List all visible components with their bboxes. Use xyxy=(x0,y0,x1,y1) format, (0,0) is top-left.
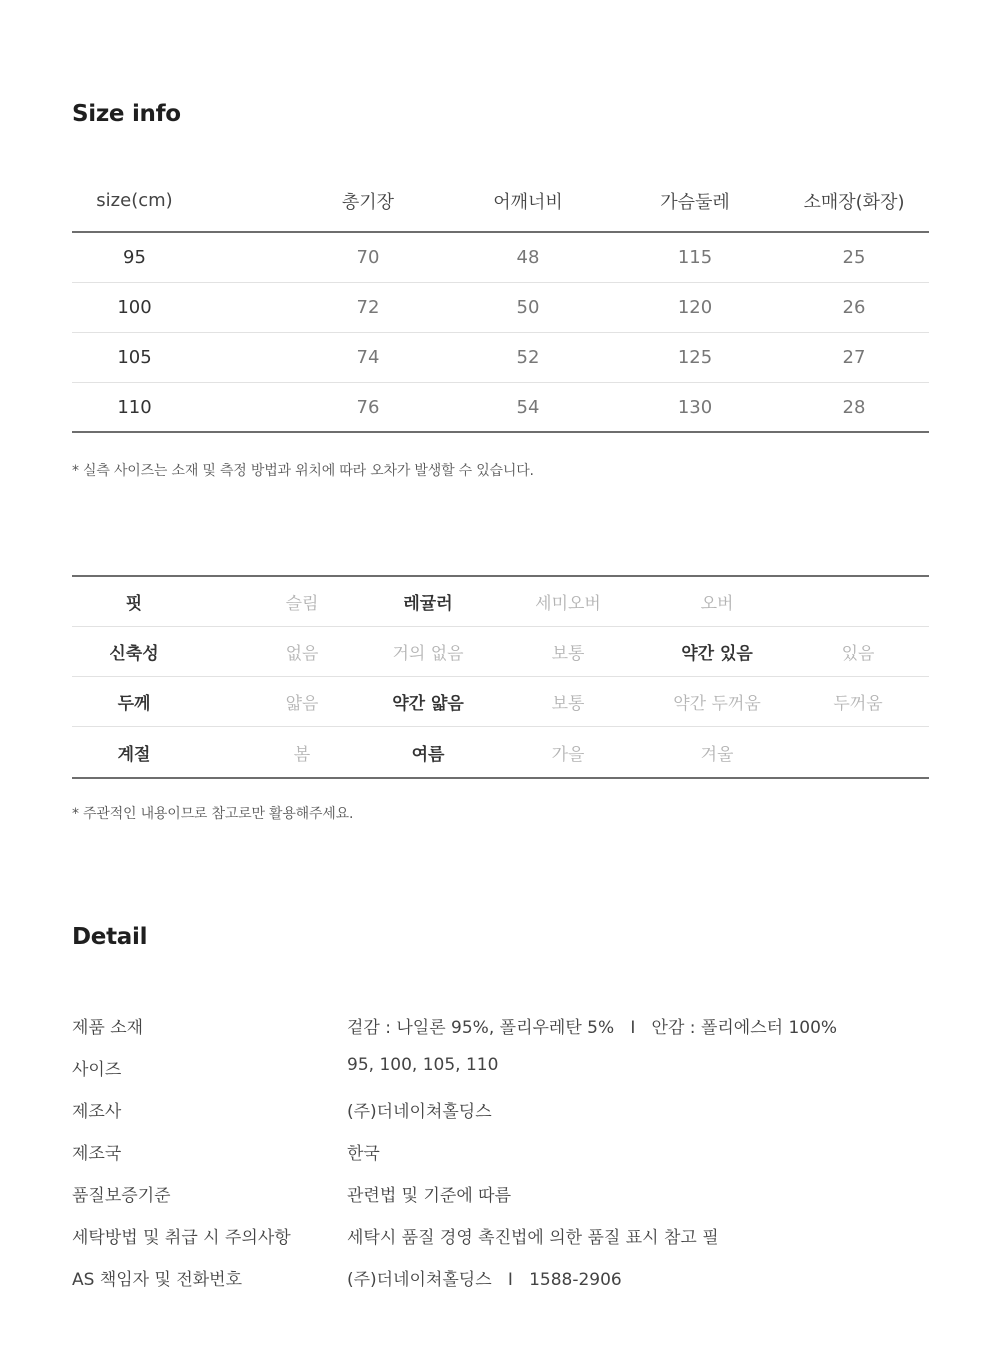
header-sleeve: 소매장(화장) xyxy=(803,191,905,213)
fit-option: 거의 없음 xyxy=(392,644,464,664)
measure-cell: 26 xyxy=(842,297,866,318)
table-row xyxy=(72,283,929,333)
size-table-header xyxy=(72,170,929,233)
measure-cell: 76 xyxy=(356,396,380,418)
measure-cell: 27 xyxy=(842,347,866,368)
fit-row xyxy=(72,577,929,627)
fit-option-selected: 레귤러 xyxy=(403,594,453,614)
measure-cell: 48 xyxy=(516,247,540,268)
measure-cell: 74 xyxy=(356,347,380,368)
fit-option: 봄 xyxy=(293,744,311,765)
fit-row-label: 두께 xyxy=(117,694,151,714)
fit-option: 있음 xyxy=(841,644,875,664)
header-chest: 가슴둘레 xyxy=(660,191,730,213)
measure-cell: 28 xyxy=(842,396,866,418)
fit-table xyxy=(72,575,929,779)
size-table xyxy=(72,170,929,433)
fit-option: 얇음 xyxy=(285,694,319,714)
detail-value: (주)더네이쳐홀딩스 xyxy=(347,1102,492,1122)
fit-option: 오버 xyxy=(700,594,734,614)
fit-option: 겨울 xyxy=(700,744,734,765)
fit-option: 보통 xyxy=(551,694,585,714)
fit-option: 보통 xyxy=(551,644,585,664)
detail-key: 제조사 xyxy=(72,1102,122,1122)
detail-key: 제조국 xyxy=(72,1144,122,1164)
measure-cell: 25 xyxy=(842,247,866,268)
size-info-title: Size info xyxy=(72,101,181,127)
detail-key: AS 책임자 및 전화번호 xyxy=(72,1270,243,1290)
measure-cell: 50 xyxy=(516,297,540,318)
fit-option-selected: 약간 있음 xyxy=(681,644,753,664)
measure-cell: 130 xyxy=(677,396,713,418)
size-cell: 105 xyxy=(117,347,152,368)
fit-note: * 주관적인 내용이므로 참고로만 활용해주세요. xyxy=(72,806,354,822)
fit-row-label: 계절 xyxy=(117,744,151,765)
fit-option: 두꺼움 xyxy=(833,694,883,714)
header-total-length: 총기장 xyxy=(341,191,395,213)
fit-row-label: 신축성 xyxy=(109,644,159,664)
fit-row xyxy=(72,627,929,677)
detail-key: 품질보증기준 xyxy=(72,1186,171,1206)
detail-value: 관련법 및 기준에 따름 xyxy=(347,1186,512,1206)
detail-value: 95, 100, 105, 110 xyxy=(347,1055,499,1075)
measure-cell: 70 xyxy=(356,247,380,268)
detail-value: 겉감 : 나일론 95%, 폴리우레탄 5% I 안감 : 폴리에스터 100% xyxy=(347,1018,838,1038)
measure-cell: 52 xyxy=(516,347,540,368)
header-size: size(cm) xyxy=(96,190,173,211)
fit-row xyxy=(72,727,929,777)
detail-key: 제품 소재 xyxy=(72,1018,144,1038)
fit-option: 없음 xyxy=(285,644,319,664)
table-row xyxy=(72,233,929,283)
detail-title: Detail xyxy=(72,924,148,950)
fit-option: 세미오버 xyxy=(535,594,601,614)
size-note: * 실측 사이즈는 소재 및 측정 방법과 위치에 따라 오차가 발생할 수 있습니다. xyxy=(72,463,534,479)
size-cell: 110 xyxy=(117,396,152,418)
fit-option: 가을 xyxy=(551,744,585,765)
measure-cell: 54 xyxy=(516,396,540,418)
measure-cell: 72 xyxy=(356,297,380,318)
fit-option: 약간 두꺼움 xyxy=(673,694,761,714)
table-row xyxy=(72,333,929,383)
detail-value: (주)더네이쳐홀딩스 I 1588-2906 xyxy=(347,1270,622,1290)
detail-value: 한국 xyxy=(347,1144,380,1164)
fit-option: 슬림 xyxy=(285,594,319,614)
detail-value: 세탁시 품질 경영 촉진법에 의한 품질 표시 참고 필 xyxy=(347,1228,719,1248)
size-cell: 95 xyxy=(123,247,146,268)
measure-cell: 115 xyxy=(677,247,713,268)
table-row xyxy=(72,383,929,433)
header-shoulder: 어깨너비 xyxy=(493,191,563,213)
detail-key: 세탁방법 및 취급 시 주의사항 xyxy=(72,1228,291,1248)
detail-key: 사이즈 xyxy=(72,1060,122,1080)
measure-cell: 120 xyxy=(677,297,713,318)
fit-row-label: 핏 xyxy=(125,594,143,614)
fit-option-selected: 여름 xyxy=(411,744,445,765)
fit-option-selected: 약간 얇음 xyxy=(392,694,464,714)
measure-cell: 125 xyxy=(677,347,713,368)
size-cell: 100 xyxy=(117,297,152,318)
fit-row xyxy=(72,677,929,727)
